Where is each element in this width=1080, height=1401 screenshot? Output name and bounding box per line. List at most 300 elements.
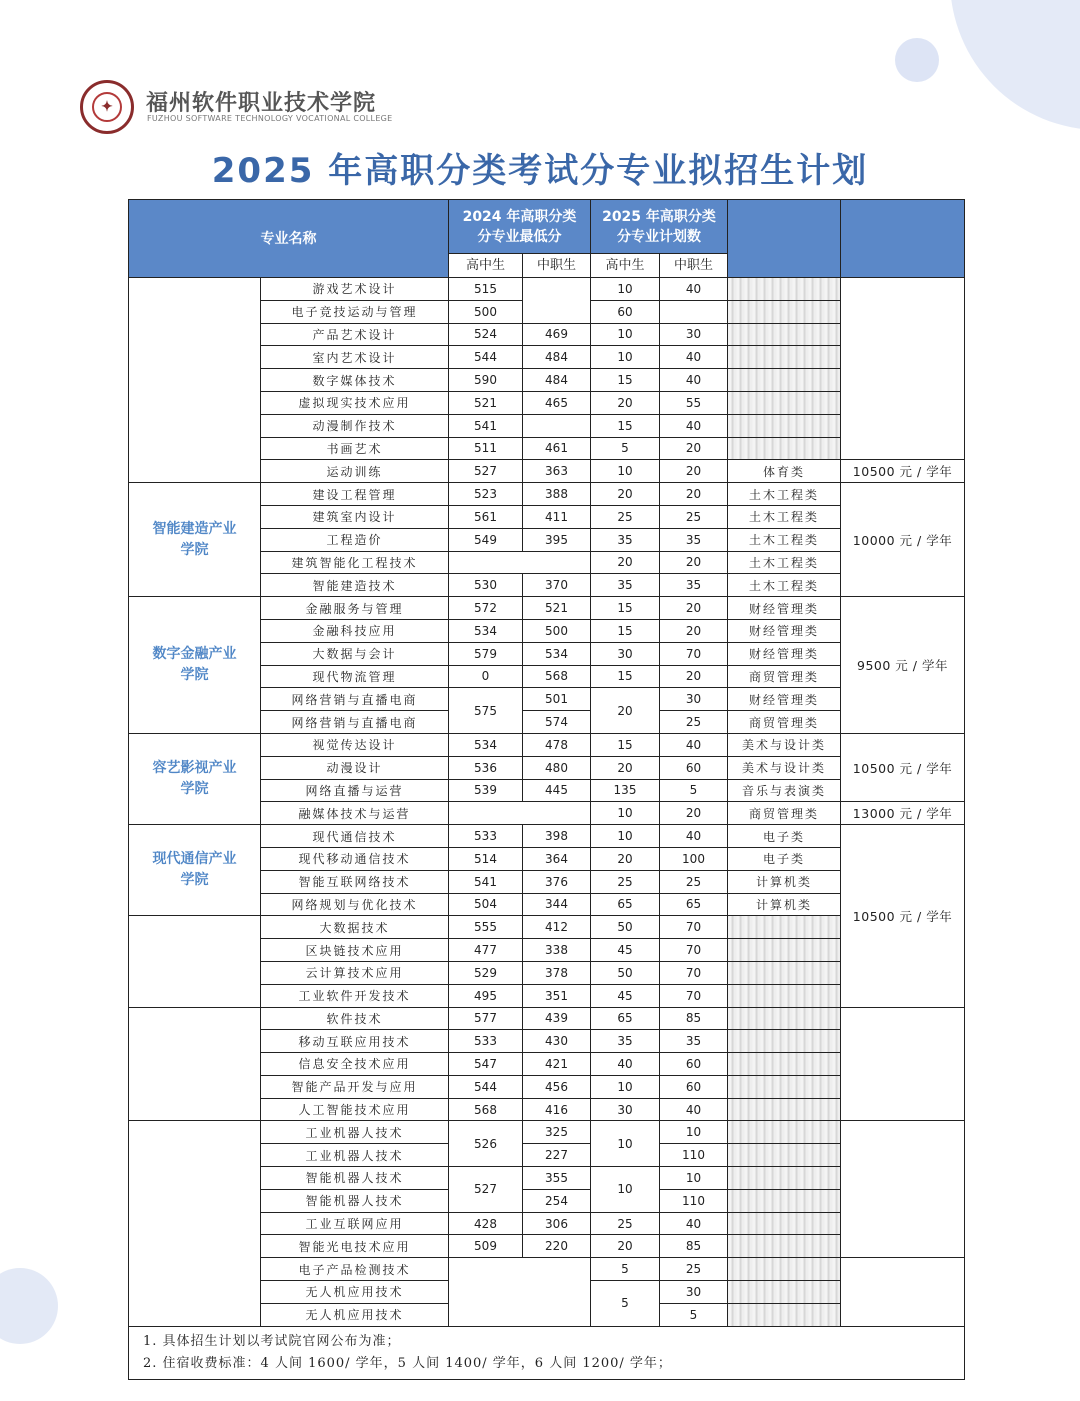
category-cell: [728, 391, 841, 414]
major-name: 工业机器人技术: [261, 1121, 449, 1144]
fee-cell: 10500 元 / 学年: [841, 825, 965, 1007]
plan-gz-2025: 35: [591, 1030, 660, 1053]
plan-gz-2025: 10: [591, 802, 660, 825]
category-cell: 土木工程类: [728, 483, 841, 506]
score-gz-2024: 511: [449, 437, 523, 460]
category-cell: 体育类: [728, 460, 841, 483]
plan-zz-2025: 10: [660, 1121, 728, 1144]
score-zz-2024: 480: [523, 756, 591, 779]
plan-gz-2025: 10: [591, 1075, 660, 1098]
college-name-line2: 学院: [180, 541, 209, 558]
category-cell: [728, 1007, 841, 1030]
plan-zz-2025: 25: [660, 711, 728, 734]
plan-gz-2025: 25: [591, 870, 660, 893]
score-gz-2024: 504: [449, 893, 523, 916]
score-zz-2024: 484: [523, 369, 591, 392]
subheader-gz-2024: 高中生: [449, 254, 523, 278]
major-name: 信息安全技术应用: [261, 1053, 449, 1076]
fee-cell: 13000 元 / 学年: [841, 802, 965, 825]
category-cell: 电子类: [728, 825, 841, 848]
score-zz-2024: 478: [523, 733, 591, 756]
table-row: [129, 825, 965, 848]
score-gz-2024: 549: [449, 528, 523, 551]
plan-zz-2025: 70: [660, 916, 728, 939]
header-min-score-2024: [449, 200, 591, 254]
major-name: 移动互联应用技术: [261, 1030, 449, 1053]
college-name-line2: 学院: [180, 667, 209, 684]
major-name: 网络营销与直播电商: [261, 688, 449, 711]
score-gz-2024: 534: [449, 619, 523, 642]
major-name: 工程造价: [261, 528, 449, 551]
plan-gz-2025: 50: [591, 916, 660, 939]
score-gz-2024: 0: [449, 665, 523, 688]
plan-gz-2025: 20: [591, 483, 660, 506]
score-gz-2024: 533: [449, 1030, 523, 1053]
college-cell-blurred: [129, 278, 261, 483]
major-name: 智能机器人技术: [261, 1167, 449, 1190]
plan-zz-2025: 85: [660, 1235, 728, 1258]
score-gz-2024: 544: [449, 346, 523, 369]
plan-gz-2025: 25: [591, 505, 660, 528]
category-cell: 商贸管理类: [728, 665, 841, 688]
score-gz-2024: 555: [449, 916, 523, 939]
major-name: 金融科技应用: [261, 619, 449, 642]
notes-cell: [129, 1326, 965, 1379]
college-name-line2: 学院: [180, 781, 209, 798]
plan-zz-2025: 100: [660, 847, 728, 870]
score-gz-2024: 568: [449, 1098, 523, 1121]
major-name: 书画艺术: [261, 437, 449, 460]
plan-gz-2025: 20: [591, 391, 660, 414]
table-row: [129, 597, 965, 620]
score-gz-2024: 561: [449, 505, 523, 528]
fee-cell: 10500 元 / 学年: [841, 460, 965, 483]
category-cell: [728, 1053, 841, 1076]
major-name: 工业软件开发技术: [261, 984, 449, 1007]
score-zz-2024: 469: [523, 323, 591, 346]
seal-emblem-icon: ✦: [92, 92, 122, 122]
notes-row: [129, 1326, 965, 1379]
plan-gz-2025: 35: [591, 574, 660, 597]
plan-zz-2025: 55: [660, 391, 728, 414]
score-zz-2024: 534: [523, 642, 591, 665]
header-category-blurred: [728, 200, 841, 278]
score-zz-2024: 351: [523, 984, 591, 1007]
bottom-decoration-circle: [0, 1268, 58, 1344]
score-gz-2024: 541: [449, 870, 523, 893]
score-zz-2024: 355: [523, 1167, 591, 1190]
major-name: 网络规划与优化技术: [261, 893, 449, 916]
college-cell-blurred: [129, 1007, 261, 1121]
score-gz-2024: 533: [449, 825, 523, 848]
score-zz-2024: 306: [523, 1212, 591, 1235]
plan-gz-2025: 135: [591, 779, 660, 802]
header-plan-line2: 分专业计划数: [617, 228, 701, 245]
score-merged-empty: [449, 1258, 591, 1326]
header-plan-2025: [591, 200, 728, 254]
category-cell: [728, 278, 841, 301]
score-gz-2024: 526: [449, 1121, 523, 1167]
fee-cell: 10000 元 / 学年: [841, 483, 965, 597]
score-zz-2024: 364: [523, 847, 591, 870]
score-zz-2024: 363: [523, 460, 591, 483]
plan-gz-2025: 10: [591, 1121, 660, 1167]
plan-gz-2025: 45: [591, 939, 660, 962]
plan-gz-2025: 10: [591, 278, 660, 301]
category-cell: [728, 1030, 841, 1053]
subheader-zz-2025: 中职生: [660, 254, 728, 278]
plan-zz-2025: 20: [660, 665, 728, 688]
major-name: 建筑智能化工程技术: [261, 551, 449, 574]
major-name: 电子竞技运动与管理: [261, 300, 449, 323]
header-plan-line1: 2025 年高职分类: [602, 208, 716, 225]
score-zz-2024: 338: [523, 939, 591, 962]
major-name: 人工智能技术应用: [261, 1098, 449, 1121]
plan-gz-2025: 10: [591, 1167, 660, 1213]
header-min-score-line2: 分专业最低分: [477, 228, 562, 245]
plan-zz-2025: 25: [660, 505, 728, 528]
plan-zz-2025: 70: [660, 961, 728, 984]
plan-zz-2025: 40: [660, 278, 728, 301]
plan-zz-2025: 20: [660, 437, 728, 460]
score-zz-2024: 465: [523, 391, 591, 414]
plan-gz-2025: 15: [591, 369, 660, 392]
plan-gz-2025: 15: [591, 733, 660, 756]
score-gz-2024: 524: [449, 323, 523, 346]
major-name: 游戏艺术设计: [261, 278, 449, 301]
plan-zz-2025: 30: [660, 688, 728, 711]
major-name: 现代移动通信技术: [261, 847, 449, 870]
category-cell: 商贸管理类: [728, 802, 841, 825]
score-gz-2024: 534: [449, 733, 523, 756]
category-cell: [728, 1121, 841, 1144]
college-cell: [129, 733, 261, 824]
plan-gz-2025: 20: [591, 688, 660, 734]
plan-zz-2025: 35: [660, 1030, 728, 1053]
category-cell: 土木工程类: [728, 505, 841, 528]
category-cell: [728, 939, 841, 962]
score-gz-2024: 514: [449, 847, 523, 870]
major-name: 建筑室内设计: [261, 505, 449, 528]
major-name: 现代通信技术: [261, 825, 449, 848]
plan-zz-2025: 110: [660, 1144, 728, 1167]
score-zz-2024: 378: [523, 961, 591, 984]
fee-cell-blurred: [841, 1258, 965, 1326]
plan-gz-2025: 50: [591, 961, 660, 984]
plan-gz-2025: 10: [591, 323, 660, 346]
score-zz-2024: 568: [523, 665, 591, 688]
table-row: [129, 278, 965, 301]
page-title: 2025 年高职分类考试分专业拟招生计划: [211, 151, 869, 191]
category-cell: [728, 1144, 841, 1167]
plan-zz-2025: 30: [660, 323, 728, 346]
score-zz-2024: 461: [523, 437, 591, 460]
category-cell: [728, 437, 841, 460]
major-name: 区块链技术应用: [261, 939, 449, 962]
category-cell: 计算机类: [728, 893, 841, 916]
college-name-line1: 智能建造产业: [152, 520, 237, 537]
major-name: 网络直播与运营: [261, 779, 449, 802]
score-merged-empty: [449, 551, 591, 574]
score-zz-2024: 220: [523, 1235, 591, 1258]
score-gz-2024: 547: [449, 1053, 523, 1076]
fee-cell-blurred: [841, 1007, 965, 1121]
category-cell: 财经管理类: [728, 642, 841, 665]
category-cell: [728, 1212, 841, 1235]
score-gz-2024: 530: [449, 574, 523, 597]
plan-gz-2025: 45: [591, 984, 660, 1007]
score-zz-2024: 411: [523, 505, 591, 528]
plan-zz-2025: 110: [660, 1189, 728, 1212]
plan-zz-2025: 20: [660, 551, 728, 574]
plan-zz-2025: 60: [660, 1075, 728, 1098]
score-zz-2024: 421: [523, 1053, 591, 1076]
plan-zz-2025: 25: [660, 870, 728, 893]
plan-zz-2025: 40: [660, 1212, 728, 1235]
category-cell: 计算机类: [728, 870, 841, 893]
plan-zz-2025: [660, 300, 728, 323]
plan-gz-2025: 5: [591, 1258, 660, 1281]
score-gz-2024: 500: [449, 300, 523, 323]
score-zz-2024: [523, 278, 591, 324]
major-name: 软件技术: [261, 1007, 449, 1030]
plan-gz-2025: 65: [591, 893, 660, 916]
college-cell-blurred: [129, 1121, 261, 1326]
plan-zz-2025: 20: [660, 597, 728, 620]
fee-cell: 10500 元 / 学年: [841, 733, 965, 801]
score-gz-2024: 527: [449, 460, 523, 483]
college-name-line1: 容艺影视产业: [152, 760, 237, 777]
category-cell: [728, 1167, 841, 1190]
header-fee-blurred: [841, 200, 965, 278]
score-zz-2024: 395: [523, 528, 591, 551]
plan-zz-2025: 5: [660, 779, 728, 802]
score-gz-2024: 477: [449, 939, 523, 962]
score-gz-2024: 515: [449, 278, 523, 301]
score-gz-2024: 575: [449, 688, 523, 734]
college-cell-blurred: [129, 916, 261, 1007]
score-gz-2024: 541: [449, 414, 523, 437]
score-zz-2024: 574: [523, 711, 591, 734]
score-zz-2024: 430: [523, 1030, 591, 1053]
score-zz-2024: 456: [523, 1075, 591, 1098]
score-gz-2024: 529: [449, 961, 523, 984]
plan-gz-2025: 15: [591, 665, 660, 688]
score-gz-2024: 539: [449, 779, 523, 802]
plan-zz-2025: 30: [660, 1281, 728, 1304]
plan-zz-2025: 25: [660, 1258, 728, 1281]
plan-gz-2025: 20: [591, 551, 660, 574]
category-cell: 美术与设计类: [728, 756, 841, 779]
score-zz-2024: 370: [523, 574, 591, 597]
major-name: 智能建造技术: [261, 574, 449, 597]
score-gz-2024: 521: [449, 391, 523, 414]
major-name: 动漫制作技术: [261, 414, 449, 437]
score-gz-2024: 572: [449, 597, 523, 620]
plan-zz-2025: 70: [660, 984, 728, 1007]
major-name: 智能光电技术应用: [261, 1235, 449, 1258]
plan-zz-2025: 10: [660, 1167, 728, 1190]
category-cell: [728, 1189, 841, 1212]
category-cell: [728, 1258, 841, 1281]
fee-cell-blurred: [841, 278, 965, 460]
score-gz-2024: 509: [449, 1235, 523, 1258]
plan-gz-2025: 40: [591, 1053, 660, 1076]
plan-gz-2025: 65: [591, 1007, 660, 1030]
score-zz-2024: 501: [523, 688, 591, 711]
major-name: 电子产品检测技术: [261, 1258, 449, 1281]
major-name: 产品艺术设计: [261, 323, 449, 346]
plan-zz-2025: 20: [660, 460, 728, 483]
major-name: 无人机应用技术: [261, 1281, 449, 1304]
score-gz-2024: 577: [449, 1007, 523, 1030]
plan-gz-2025: 10: [591, 346, 660, 369]
score-gz-2024: 579: [449, 642, 523, 665]
major-name: 视觉传达设计: [261, 733, 449, 756]
plan-zz-2025: 70: [660, 642, 728, 665]
major-name: 建设工程管理: [261, 483, 449, 506]
plan-gz-2025: 30: [591, 642, 660, 665]
score-gz-2024: 428: [449, 1212, 523, 1235]
plan-zz-2025: 40: [660, 1098, 728, 1121]
score-zz-2024: 376: [523, 870, 591, 893]
category-cell: [728, 916, 841, 939]
category-cell: 财经管理类: [728, 688, 841, 711]
score-merged-empty: [449, 802, 591, 825]
plan-gz-2025: 35: [591, 528, 660, 551]
score-gz-2024: 544: [449, 1075, 523, 1098]
category-cell: [728, 1098, 841, 1121]
table-row: [129, 733, 965, 756]
category-cell: [728, 961, 841, 984]
category-cell: [728, 414, 841, 437]
score-zz-2024: 445: [523, 779, 591, 802]
category-cell: [728, 1281, 841, 1304]
plan-gz-2025: 15: [591, 619, 660, 642]
major-name: 无人机应用技术: [261, 1303, 449, 1326]
major-name: 工业机器人技术: [261, 1144, 449, 1167]
table-row: [129, 483, 965, 506]
plan-zz-2025: 40: [660, 369, 728, 392]
category-cell: 土木工程类: [728, 551, 841, 574]
major-name: 智能互联网络技术: [261, 870, 449, 893]
college-logo: [80, 80, 400, 134]
plan-gz-2025: 5: [591, 1281, 660, 1327]
category-cell: [728, 984, 841, 1007]
plan-gz-2025: 5: [591, 437, 660, 460]
subheader-zz-2024: 中职生: [523, 254, 591, 278]
plan-zz-2025: 40: [660, 346, 728, 369]
score-zz-2024: [523, 414, 591, 437]
score-zz-2024: 484: [523, 346, 591, 369]
major-name: 虚拟现实技术应用: [261, 391, 449, 414]
plan-gz-2025: 60: [591, 300, 660, 323]
plan-gz-2025: 20: [591, 1235, 660, 1258]
plan-zz-2025: 20: [660, 619, 728, 642]
major-name: 大数据与会计: [261, 642, 449, 665]
college-name-line2: 学院: [180, 872, 209, 889]
score-zz-2024: 412: [523, 916, 591, 939]
score-gz-2024: 527: [449, 1167, 523, 1213]
score-zz-2024: 388: [523, 483, 591, 506]
plan-zz-2025: 35: [660, 528, 728, 551]
plan-zz-2025: 60: [660, 1053, 728, 1076]
major-name: 智能产品开发与应用: [261, 1075, 449, 1098]
note-1: 1. 具体招生计划以考试院官网公布为准；: [143, 1333, 401, 1349]
plan-gz-2025: 15: [591, 414, 660, 437]
category-cell: [728, 369, 841, 392]
plan-gz-2025: 10: [591, 825, 660, 848]
major-name: 室内艺术设计: [261, 346, 449, 369]
plan-zz-2025: 35: [660, 574, 728, 597]
plan-zz-2025: 85: [660, 1007, 728, 1030]
category-cell: 土木工程类: [728, 574, 841, 597]
score-zz-2024: 227: [523, 1144, 591, 1167]
plan-zz-2025: 20: [660, 802, 728, 825]
table-row: [129, 1007, 965, 1030]
category-cell: [728, 1303, 841, 1326]
plan-zz-2025: 65: [660, 893, 728, 916]
category-cell: [728, 346, 841, 369]
fee-cell: 9500 元 / 学年: [841, 597, 965, 734]
plan-zz-2025: 5: [660, 1303, 728, 1326]
score-gz-2024: 536: [449, 756, 523, 779]
major-name: 动漫设计: [261, 756, 449, 779]
major-name: 金融服务与管理: [261, 597, 449, 620]
major-name: 网络营销与直播电商: [261, 711, 449, 734]
college-name-english: FUZHOU SOFTWARE TECHNOLOGY VOCATIONAL COLLEGE: [147, 114, 393, 123]
college-seal-icon: [80, 80, 134, 134]
table-row: [129, 1121, 965, 1144]
plan-gz-2025: 10: [591, 460, 660, 483]
major-name: 大数据技术: [261, 916, 449, 939]
plan-zz-2025: 20: [660, 483, 728, 506]
score-zz-2024: 439: [523, 1007, 591, 1030]
score-zz-2024: 521: [523, 597, 591, 620]
major-name: 工业互联网应用: [261, 1212, 449, 1235]
college-cell: [129, 597, 261, 734]
header-min-score-line1: 2024 年高职分类: [462, 208, 577, 225]
major-name: 融媒体技术与运营: [261, 802, 449, 825]
plan-zz-2025: 40: [660, 825, 728, 848]
major-name: 数字媒体技术: [261, 369, 449, 392]
score-gz-2024: 495: [449, 984, 523, 1007]
category-cell: 土木工程类: [728, 528, 841, 551]
category-cell: 音乐与表演类: [728, 779, 841, 802]
plan-gz-2025: 25: [591, 1212, 660, 1235]
score-zz-2024: 344: [523, 893, 591, 916]
enrollment-plan-table: [128, 199, 965, 1380]
small-decoration-circle: [895, 38, 939, 82]
plan-zz-2025: 60: [660, 756, 728, 779]
plan-zz-2025: 40: [660, 733, 728, 756]
plan-gz-2025: 20: [591, 756, 660, 779]
college-name-line1: 数字金融产业: [152, 646, 237, 663]
score-zz-2024: 500: [523, 619, 591, 642]
college-name-line1: 现代通信产业: [152, 851, 237, 868]
score-zz-2024: 398: [523, 825, 591, 848]
score-gz-2024: 523: [449, 483, 523, 506]
major-name: 运动训练: [261, 460, 449, 483]
category-cell: 电子类: [728, 847, 841, 870]
college-cell: [129, 825, 261, 916]
plan-zz-2025: 70: [660, 939, 728, 962]
category-cell: [728, 1075, 841, 1098]
category-cell: 财经管理类: [728, 597, 841, 620]
score-gz-2024: 590: [449, 369, 523, 392]
plan-gz-2025: 30: [591, 1098, 660, 1121]
table-row: [129, 916, 965, 939]
